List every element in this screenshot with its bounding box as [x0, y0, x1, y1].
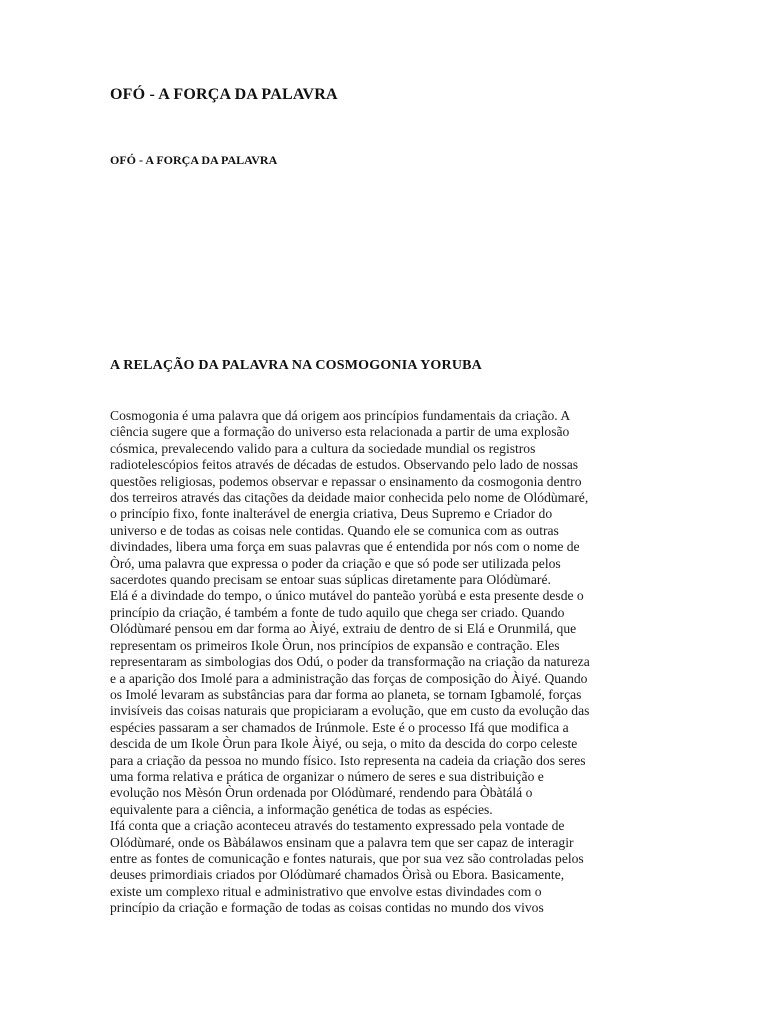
text-line: Olódùmaré pensou em dar forma ao Àiyé, extraiu de dentro de si Elá e Orunmilá, que [110, 621, 577, 637]
text-line: deuses primordiais criados por Olódùmaré chamados Òrìsà ou Ebora. Basicamente, [110, 867, 565, 883]
text-line: universo e de todas as coisas nele contidas. Quando ele se comunica com as outras [110, 522, 559, 538]
body-text [110, 408, 660, 917]
text-line: Òró, uma palavra que expressa o poder da criação e que só pode ser utilizada pelos [110, 555, 561, 571]
text-line: invisíveis das coisas naturais que propiciaram a evolução, que em custo da evolução das [110, 703, 590, 719]
text-line: descida de um Ikole Òrun para Ikole Àiyé, ou seja, o mito da descida do corpo celeste [110, 736, 578, 752]
text-line: o princípio fixo, fonte inalterável de energia criativa, Deus Supremo e Criador do [110, 506, 553, 522]
paragraph [110, 818, 660, 916]
text-line: ciência sugere que a formação do universo esta relacionada a partir de uma explosão [110, 424, 570, 440]
text-line: e a aparição dos Imolé para a administração das forças de composição do Àiyé. Quando [110, 670, 588, 686]
text-line: Elá é a divindade do tempo, o único mutável do panteão yorùbá e esta presente desde o [110, 588, 584, 604]
text-line: equivalente para a ciência, a informação genética de todas as espécies. [110, 801, 493, 817]
text-line: sacerdotes quando precisam se entoar suas súplicas diretamente para Olódùmaré. [110, 572, 551, 588]
paragraph [110, 588, 660, 818]
text-line: uma forma relativa e prática de organizar o número de seres e sua distribuição e [110, 768, 544, 784]
text-line: evolução nos Mèsón Òrun ordenada por Olódùmaré, rendendo para Òbàtálá o [110, 785, 533, 801]
text-line: para a criação da pessoa no mundo físico. Isto representa na cadeia da criação dos seres [110, 752, 586, 768]
document-subtitle: OFÓ - A FORÇA DA PALAVRA [110, 153, 278, 167]
text-line: espécies passaram a ser chamados de Irúnmole. Este é o processo Ifá que modifica a [110, 719, 569, 735]
text-line: os Imolé levaram as substâncias para dar forma ao planeta, se tornam Igbamolé, forças [110, 686, 582, 702]
paragraph [110, 408, 660, 588]
text-line: cósmica, prevalecendo valido para a cultura da sociedade mundial os registros [110, 440, 536, 456]
text-line: princípio da criação e formação de todas as coisas contidas no mundo dos vivos [110, 900, 544, 916]
text-line: representaram as simbologias dos Odú, o poder da transformação na criação da natureza [110, 654, 590, 670]
text-line: Olódùmaré, onde os Bàbálawos ensinam que a palavra tem que ser capaz de interagir [110, 834, 574, 850]
text-line: divindades, libera uma força em suas palavras que é entendida por nós com o nome de [110, 539, 580, 555]
text-line: questões religiosas, podemos observar e repassar o ensinamento da cosmogonia dentro [110, 473, 582, 489]
text-line: existe um complexo ritual e administrativo que envolve estas divindades com o [110, 883, 542, 899]
text-line: Ifá conta que a criação aconteceu através do testamento expressado pela vontade de [110, 818, 565, 834]
text-line: Cosmogonia é uma palavra que dá origem aos princípios fundamentais da criação. A [110, 408, 571, 423]
text-line: radiotelescópios feitos através de décadas de estudos. Observando pelo lado de nossas [110, 457, 579, 473]
text-line: princípio da criação, é também a fonte de tudo aquilo que chega ser criado. Quando [110, 604, 565, 620]
text-line: representam os primeiros Ikole Òrun, nos princípios de expansão e contração. Eles [110, 637, 560, 653]
text-line: dos terreiros através das citações da deidade maior conhecida pelo nome de Olódùmaré, [110, 490, 589, 506]
text-line: entre as fontes de comunicação e fontes naturais, que por sua vez são controladas pelos [110, 850, 584, 866]
document-title: OFÓ - A FORÇA DA PALAVRA [110, 86, 338, 103]
section-heading: A RELAÇÃO DA PALAVRA NA COSMOGONIA YORUBA [110, 358, 482, 373]
